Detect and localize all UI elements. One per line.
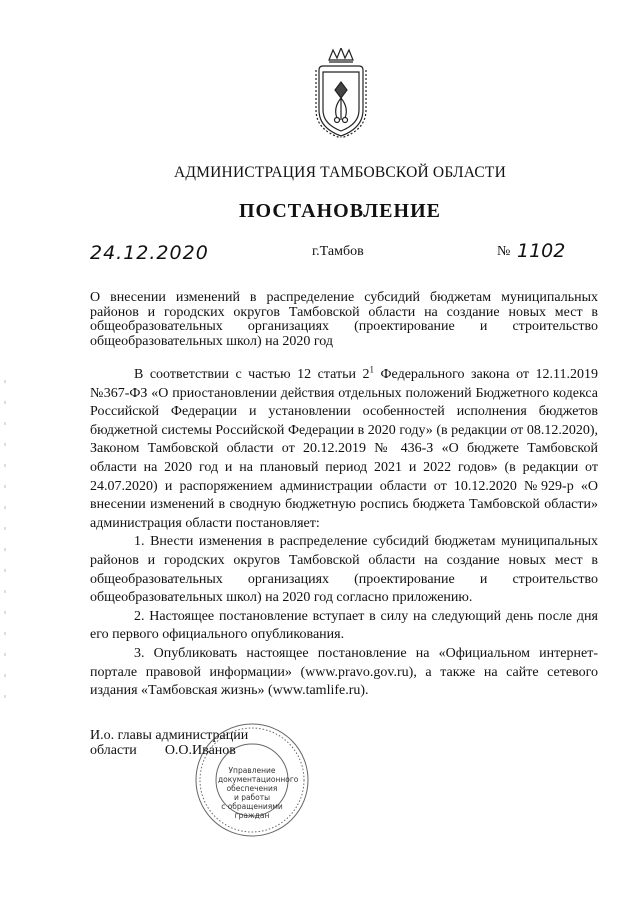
document-number: 1102 — [517, 240, 566, 262]
stamp-text: Управление документационного обеспечения и работы с обращениями граждан — [218, 766, 299, 820]
coat-of-arms-icon — [313, 48, 369, 138]
document-body — [90, 366, 598, 701]
article-superscript: 1 — [369, 364, 374, 375]
resolution-item: 2. Настоящее постановление вступает в силу на следующий день после дня его первого официального опубликования. — [90, 608, 598, 643]
scan-margin-marks — [4, 380, 6, 710]
signer-name: О.О.Иванов — [164, 743, 236, 758]
resolution-item: 3. Опубликовать настоящее постановление на «Официальном интернет-портале правовой информации» (www.pravo.gov.ru), а также на сайте сетевого издания «Тамбовская жизнь» (www.tamlife.ru). — [90, 645, 598, 699]
number-label: № — [497, 244, 511, 259]
document-date: 24.12.2020 — [90, 242, 209, 264]
organization-title: АДМИНИСТРАЦИЯ ТАМБОВСКОЙ ОБЛАСТИ — [174, 164, 506, 181]
document-city: г.Тамбов — [312, 244, 364, 259]
resolution-item: 1. Внести изменения в распределение субсидий бюджетам муниципальных районов и городских округов Тамбовской области на создание новых мест в общеобразовательных организациях (проектирование и строительство общеобразовательных школ) на 2020 год согласно приложению. — [90, 534, 598, 606]
preamble-paragraph: В соответствии с частью 12 статьи $2^1$ Федерального закона от 12.11.2019 №367-ФЗ «О приостановлении действия отдельных положений Бюджетного кодекса Российской Федерации и установлении особенностей исполнения бюджетов бюджетной системы Российской Федерации в 2020 году» (в редакции от 08.12.2020), Законом Тамбовской области от 20.12.2019 № 436-З «О бюджете Тамбовской области на 2020 год и на плановый период 2021 и 2022 годов» (в редакции от 24.07.2020) и распоряжением администрации области от 10.12.2020 №929-р «О внесении изменений в сводную бюджетную роспись бюджета Тамбовской области» администрация области постановляет: — [90, 364, 598, 531]
signer-position: И.о. главы администрации — [90, 728, 249, 743]
signer-position-line2: области — [90, 743, 137, 758]
document-subject: О внесении изменений в распределение субсидий бюджетам муниципальных районов и городских округов Тамбовской области на создание новых мест в общеобразовательных организациях (проектирование и строительство общеобразовательных школ) на 2020 год — [90, 290, 598, 349]
document-type-title: ПОСТАНОВЛЕНИЕ — [239, 200, 441, 222]
